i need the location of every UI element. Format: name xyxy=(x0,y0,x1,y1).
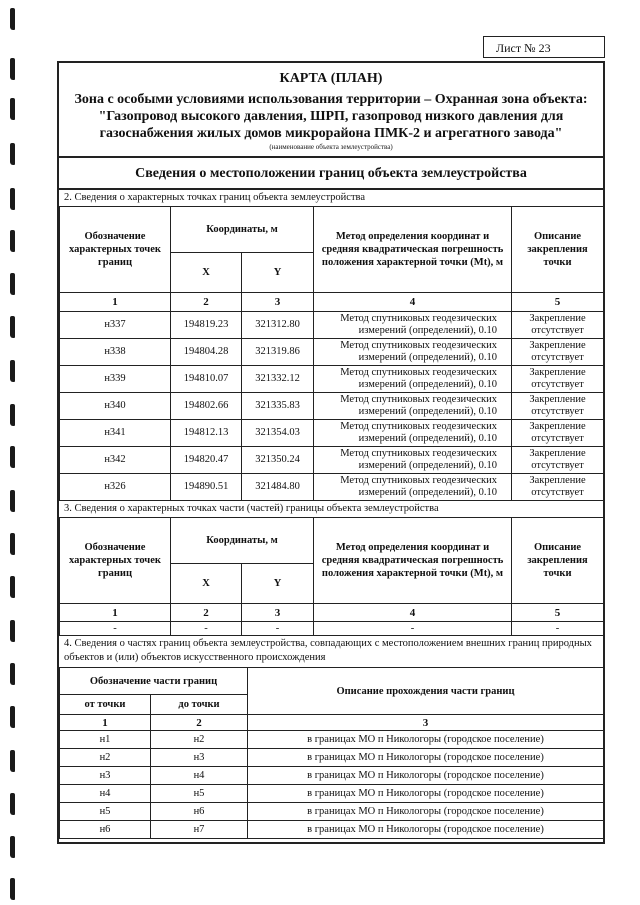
table-row xyxy=(60,785,604,803)
coordinates-header: Координаты, м xyxy=(171,518,314,564)
binding-mark xyxy=(10,706,15,728)
from-cell: н5 xyxy=(60,803,151,821)
table-row xyxy=(60,420,604,447)
point-cell: н340 xyxy=(60,393,171,420)
section-subtitle: Сведения о местоположении границ объекта землеустройства xyxy=(135,166,527,181)
x-cell: 194820.47 xyxy=(171,447,242,474)
binding-mark xyxy=(10,230,15,252)
to-cell: н3 xyxy=(151,749,248,767)
section2-title: 2. Сведения о характерных точках границ объекта землеустройства xyxy=(64,192,366,203)
object-title: Зона с особыми условиями использования территории – Охранная зона объекта: "Газопровод высокого давления, ШРП, газопровод низкого давления для газоснабжения жилых домов микрорайона ПМК-2 и агрегатного завода" xyxy=(74,92,588,141)
x-cell: 194890.51 xyxy=(171,474,242,501)
table-row xyxy=(60,821,604,839)
fixing-cell: Закрепление отсутствует xyxy=(512,447,604,474)
table-row xyxy=(60,312,604,339)
binding-mark xyxy=(10,750,15,772)
method-cell: Метод спутниковых геодезических измерений (определений), 0.10 xyxy=(314,366,512,393)
method-header: Метод определения координат и средняя квадратическая погрешность положения характерной точки (Mt), м xyxy=(314,207,512,293)
column-number: 2 xyxy=(171,293,242,312)
method-cell: Метод спутниковых геодезических измерений (определений), 0.10 xyxy=(314,447,512,474)
table-row xyxy=(60,731,604,749)
x-cell: 194812.13 xyxy=(171,420,242,447)
binding-mark xyxy=(10,273,15,295)
table-row xyxy=(60,393,604,420)
from-header: от точки xyxy=(60,695,151,715)
divider xyxy=(59,188,603,190)
binding-mark xyxy=(10,663,15,685)
part-points-table xyxy=(59,517,604,636)
column-number: 4 xyxy=(314,604,512,622)
table-row xyxy=(60,447,604,474)
column-number: 3 xyxy=(242,293,314,312)
section3-title: 3. Сведения о характерных точках части (частей) границы объекта землеустройства xyxy=(64,503,439,514)
description-cell: в границах МО п Никологоры (городское поселение) xyxy=(248,803,604,821)
from-cell: н1 xyxy=(60,731,151,749)
fixing-header: Описание закрепления точки xyxy=(512,207,604,293)
document-frame xyxy=(57,61,605,844)
column-number: 2 xyxy=(171,604,242,622)
y-cell: 321319.86 xyxy=(242,339,314,366)
from-cell: н6 xyxy=(60,821,151,839)
column-number: 5 xyxy=(512,293,604,312)
description-cell: в границах МО п Никологоры (городское поселение) xyxy=(248,731,604,749)
method-cell: Метод спутниковых геодезических измерений (определений), 0.10 xyxy=(314,339,512,366)
boundary-parts-table xyxy=(59,667,604,839)
divider xyxy=(59,156,603,158)
sheet-number: Лист № 23 xyxy=(483,36,605,58)
x-header: X xyxy=(171,564,242,604)
column-number: 3 xyxy=(248,715,604,731)
description-cell: в границах МО п Никологоры (городское поселение) xyxy=(248,821,604,839)
column-number: 1 xyxy=(60,715,151,731)
point-cell: н342 xyxy=(60,447,171,474)
to-cell: н5 xyxy=(151,785,248,803)
column-number: 5 xyxy=(512,604,604,622)
point-cell: н339 xyxy=(60,366,171,393)
table-cell: - xyxy=(171,622,242,636)
designation-header: Обозначение характерных точек границ xyxy=(60,518,171,604)
point-cell: н326 xyxy=(60,474,171,501)
binding-mark xyxy=(10,878,15,900)
x-header: X xyxy=(171,253,242,293)
y-cell: 321350.24 xyxy=(242,447,314,474)
fixing-cell: Закрепление отсутствует xyxy=(512,339,604,366)
to-cell: н7 xyxy=(151,821,248,839)
description-cell: в границах МО п Никологоры (городское поселение) xyxy=(248,767,604,785)
binding-mark xyxy=(10,98,15,120)
fixing-cell: Закрепление отсутствует xyxy=(512,312,604,339)
binding-mark xyxy=(10,58,15,80)
point-cell: н338 xyxy=(60,339,171,366)
binding-mark xyxy=(10,8,15,30)
x-cell: 194819.23 xyxy=(171,312,242,339)
table-row xyxy=(60,803,604,821)
binding-mark xyxy=(10,490,15,512)
x-cell: 194802.66 xyxy=(171,393,242,420)
from-cell: н2 xyxy=(60,749,151,767)
to-cell: н4 xyxy=(151,767,248,785)
method-cell: Метод спутниковых геодезических измерений (определений), 0.10 xyxy=(314,312,512,339)
method-cell: Метод спутниковых геодезических измерений (определений), 0.10 xyxy=(314,474,512,501)
description-cell: в границах МО п Никологоры (городское поселение) xyxy=(248,785,604,803)
document-header xyxy=(59,63,603,158)
y-header: Y xyxy=(242,253,314,293)
coordinates-header: Координаты, м xyxy=(171,207,314,253)
y-cell: 321335.83 xyxy=(242,393,314,420)
section4-title: 4. Сведения о частях границ объекта землеустройства, совпадающих с местоположением внешних границ природных объектов и (или) объектов искусственного происхождения xyxy=(64,638,592,663)
table-cell: - xyxy=(512,622,604,636)
binding-mark xyxy=(10,620,15,642)
to-header: до точки xyxy=(151,695,248,715)
table-row xyxy=(60,339,604,366)
to-cell: н6 xyxy=(151,803,248,821)
binding-mark xyxy=(10,316,15,338)
column-number: 1 xyxy=(60,604,171,622)
method-header: Метод определения координат и средняя квадратическая погрешность положения характерной точки (Mt), м xyxy=(314,518,512,604)
y-header: Y xyxy=(242,564,314,604)
binding-mark xyxy=(10,404,15,426)
object-note: (наименование объекта землеустройства) xyxy=(269,143,393,151)
column-number: 2 xyxy=(151,715,248,731)
method-cell: Метод спутниковых геодезических измерений (определений), 0.10 xyxy=(314,420,512,447)
description-header: Описание прохождения части границ xyxy=(248,668,604,715)
binding-mark xyxy=(10,143,15,165)
column-number: 4 xyxy=(314,293,512,312)
column-number: 3 xyxy=(242,604,314,622)
binding-mark xyxy=(10,360,15,382)
description-cell: в границах МО п Никологоры (городское поселение) xyxy=(248,749,604,767)
y-cell: 321312.80 xyxy=(242,312,314,339)
y-cell: 321354.03 xyxy=(242,420,314,447)
table-cell: - xyxy=(314,622,512,636)
point-cell: н341 xyxy=(60,420,171,447)
binding-mark xyxy=(10,836,15,858)
table-row xyxy=(60,749,604,767)
method-cell: Метод спутниковых геодезических измерений (определений), 0.10 xyxy=(314,393,512,420)
y-cell: 321332.12 xyxy=(242,366,314,393)
column-number: 1 xyxy=(60,293,171,312)
binding-mark xyxy=(10,793,15,815)
binding-marks xyxy=(7,0,23,905)
part-designation-header: Обозначение части границ xyxy=(60,668,248,695)
binding-mark xyxy=(10,446,15,468)
points-table xyxy=(59,206,604,501)
binding-mark xyxy=(10,188,15,210)
x-cell: 194810.07 xyxy=(171,366,242,393)
table-row xyxy=(60,767,604,785)
y-cell: 321484.80 xyxy=(242,474,314,501)
fixing-cell: Закрепление отсутствует xyxy=(512,393,604,420)
table-cell: - xyxy=(60,622,171,636)
page-title: КАРТА (ПЛАН) xyxy=(279,71,383,86)
fixing-header: Описание закрепления точки xyxy=(512,518,604,604)
binding-mark xyxy=(10,533,15,555)
fixing-cell: Закрепление отсутствует xyxy=(512,474,604,501)
x-cell: 194804.28 xyxy=(171,339,242,366)
from-cell: н3 xyxy=(60,767,151,785)
binding-mark xyxy=(10,576,15,598)
to-cell: н2 xyxy=(151,731,248,749)
designation-header: Обозначение характерных точек границ xyxy=(60,207,171,293)
fixing-cell: Закрепление отсутствует xyxy=(512,420,604,447)
from-cell: н4 xyxy=(60,785,151,803)
fixing-cell: Закрепление отсутствует xyxy=(512,366,604,393)
table-row xyxy=(60,366,604,393)
table-cell: - xyxy=(242,622,314,636)
table-row xyxy=(60,474,604,501)
point-cell: н337 xyxy=(60,312,171,339)
